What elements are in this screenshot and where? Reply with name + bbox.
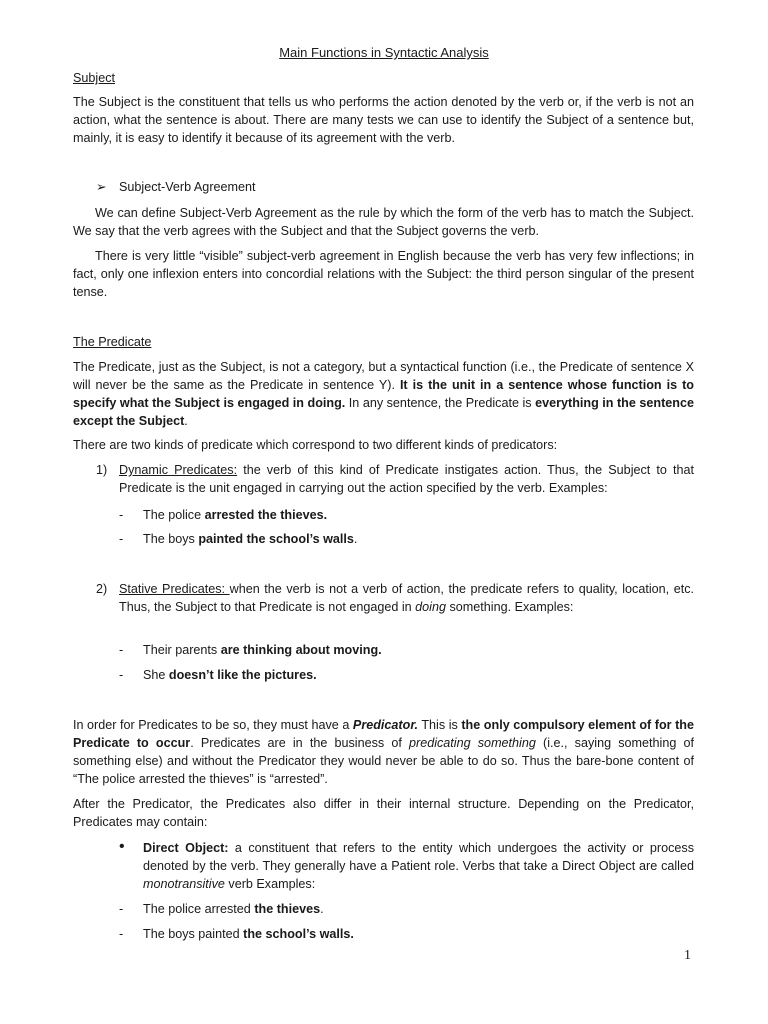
sva-heading: Subject-Verb Agreement bbox=[119, 180, 256, 194]
dash-marker: - bbox=[119, 668, 124, 682]
bullet-dot-icon: • bbox=[119, 838, 125, 855]
arrow-bullet-icon: ➢ bbox=[96, 180, 107, 194]
subject-paragraph: The Subject is the constituent that tells us who performs the action denoted by the verb or, if the verb is not an action, what the sentence is about. There are many tests we can use to identify the Subject of a sentence but, mainly, it is easy to identify it because of its agreement with the verb. bbox=[73, 95, 694, 145]
dynamic-predicates-item: Dynamic Predicates: the verb of this kind of Predicate instigates action. Thus, the Subject to that Predicate is the unit engaged in carrying out the action specified by the verb. Examples: bbox=[119, 463, 694, 495]
sva-paragraph-1: We can define Subject-Verb Agreement as the rule by which the form of the verb has to match the Subject. We say that the verb agrees with the Subject and that the Subject governs the verb. bbox=[73, 206, 694, 238]
dash-marker: - bbox=[119, 902, 124, 916]
list-number: 2) bbox=[96, 582, 108, 596]
predicate-paragraph-2: There are two kinds of predicate which correspond to two different kinds of predicators: bbox=[73, 438, 558, 452]
sva-paragraph-2: There is very little “visible” subject-verb agreement in English because the verb has very few inflections; in fact, only one inflexion enters into concordial relations with the Subject: the third person singular of the present tense. bbox=[73, 249, 694, 299]
dash-marker: - bbox=[119, 927, 124, 941]
predicate-paragraph-1: The Predicate, just as the Subject, is not a category, but a syntactical function (i.e., the Predicate of sentence X will never be the same as the Predicate in sentence Y). It is the unit in a sentence whose function is to specify what the Subject is engaged in doing. In any sentence, the Predicate is everything in the sentence except the Subject. bbox=[73, 360, 694, 428]
dash-marker: - bbox=[119, 508, 124, 522]
predicate-heading: The Predicate bbox=[73, 335, 152, 349]
predicator-paragraph: In order for Predicates to be so, they must have a Predicator. This is the only compulsory element of for the Predicate to occur. Predicates are in the business of predicating something (i.e., saying something of something else) and without the Predicator they would never be able to do so. Thus the bare-bone content of “The police arrested the thieves” is “arrested”. bbox=[73, 718, 695, 786]
structure-paragraph: After the Predicator, the Predicates also differ in their internal structure. Depending on the Predicator, Predicates may contain: bbox=[73, 797, 694, 829]
example-1a: The police arrested the thieves. bbox=[143, 508, 328, 522]
stative-predicates-item: Stative Predicates: when the verb is not a verb of action, the predicate refers to quality, location, etc. Thus, the Subject to that Predicate is not engaged in doing something. Examples: bbox=[119, 582, 694, 614]
example-3b: The boys painted the school’s walls. bbox=[143, 927, 354, 941]
list-number: 1) bbox=[96, 463, 108, 477]
example-3a: The police arrested the thieves. bbox=[143, 902, 324, 916]
dash-marker: - bbox=[119, 643, 124, 657]
example-2a: Their parents are thinking about moving. bbox=[143, 643, 382, 657]
subject-heading: Subject bbox=[73, 71, 116, 85]
direct-object-item: Direct Object: a constituent that refers to the entity which undergoes the activity or process denoted by the verb. They generally have a Patient role. Verbs that take a Direct Object are called monotransitive verb Examples: bbox=[143, 841, 694, 891]
example-2b: She doesn’t like the pictures. bbox=[143, 668, 317, 682]
page-title: Main Functions in Syntactic Analysis bbox=[279, 45, 489, 60]
page-number: 1 bbox=[684, 948, 691, 963]
dash-marker: - bbox=[119, 532, 124, 546]
example-1b: The boys painted the school’s walls. bbox=[143, 532, 358, 546]
